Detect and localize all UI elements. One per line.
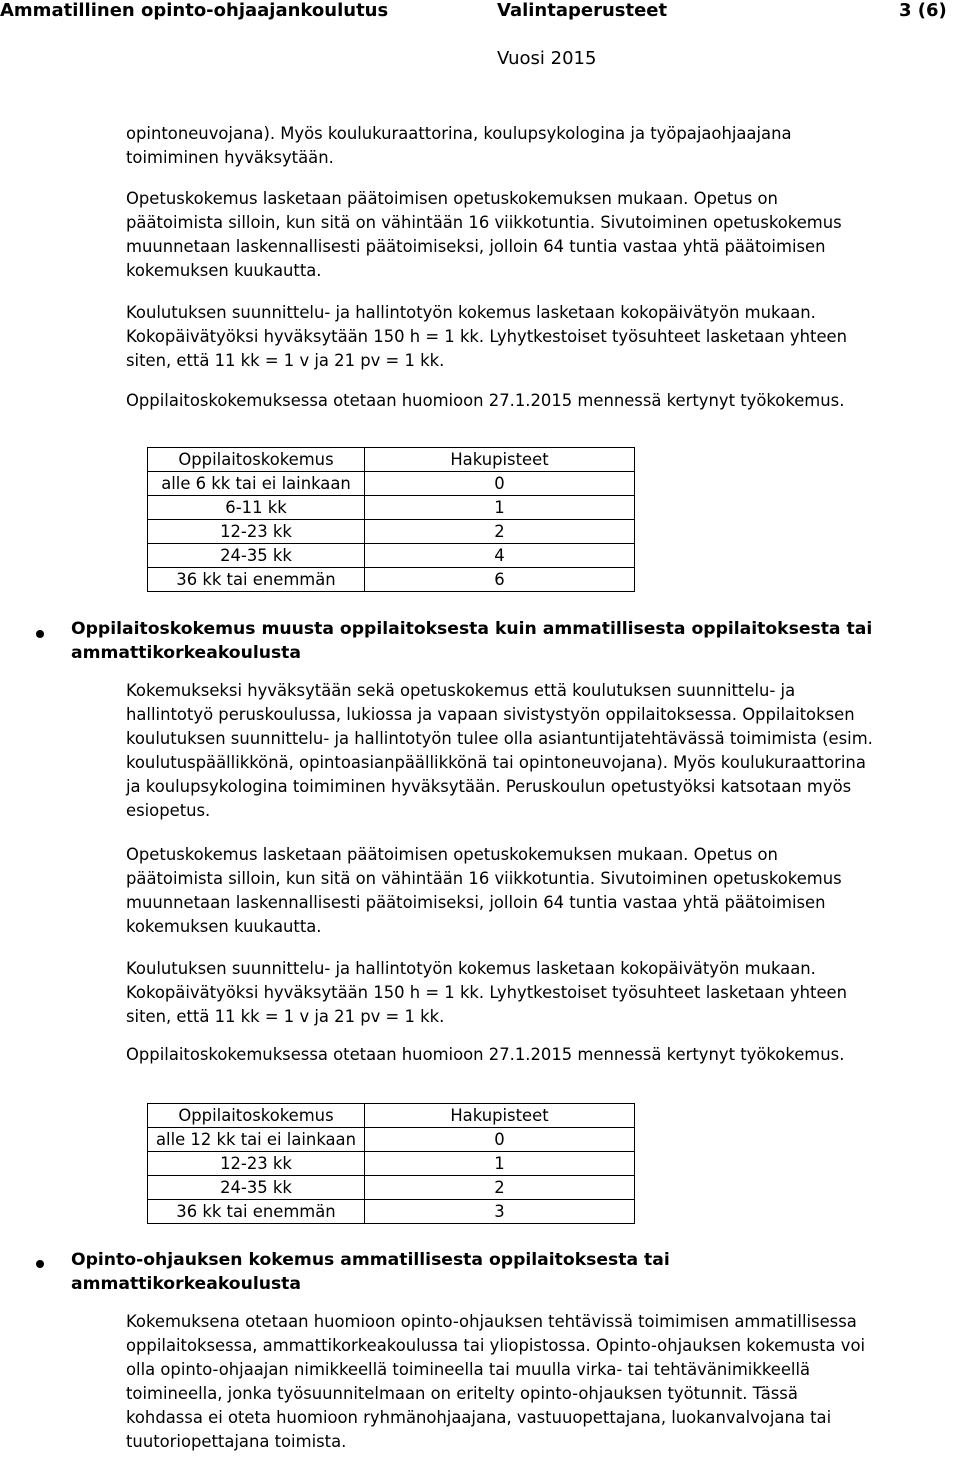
document-header-section: Valintaperusteet <box>497 0 668 21</box>
table-cell: 36 kk tai enemmän <box>148 568 365 592</box>
table-header-cell: Hakupisteet <box>365 448 635 472</box>
paragraph-guidance-experience: Kokemuksena otetaan huomioon opinto-ohjauksen tehtävissä toimimisen ammatillisessa oppilaitoksessa, ammattikorkeakoulussa tai yliopistossa. Opinto-ohjauksen kokemusta voi olla opinto-ohjaajan nimikkeellä toimineella tai muulla virka- tai tehtävänimikkeellä toimineella, jonka työsuunnitelmaan on eritelty opinto-ohjauksen työtunnit. Tässä kohdassa ei oteta huomioon ryhmänohjaajana, vastuuopettajana, luokanvalvojana tai tuutoriopettajana toimista. <box>126 1312 866 1451</box>
paragraph-continuation: opintoneuvojana). Myös koulukuraattorina, koulupsykologina ja työpajaohjaajana toimiminen hyväksytään. <box>126 124 792 167</box>
paragraph-admin-experience: Koulutuksen suunnittelu- ja hallintotyön kokemus lasketaan kokopäivätyön mukaan. Kokopäivätyöksi hyväksytään 150 h = 1 kk. Lyhytkestoiset työsuhteet lasketaan yhteen siten, että 11 kk = 1 v ja 21 pv = 1 kk. <box>126 303 848 370</box>
points-table-2 <box>147 1103 635 1224</box>
table-cell: 6-11 kk <box>148 496 365 520</box>
document-header-title: Ammatillinen opinto-ohjaajankoulutus <box>0 0 389 21</box>
table-row <box>148 496 635 520</box>
table-cell: 24-35 kk <box>148 1176 365 1200</box>
table-row <box>148 1200 635 1224</box>
table-row <box>148 520 635 544</box>
table-header-row <box>148 1104 635 1128</box>
table-cell: 2 <box>365 1176 635 1200</box>
points-table-1 <box>147 447 635 592</box>
bullet-icon <box>36 630 44 638</box>
table-cell: 24-35 kk <box>148 544 365 568</box>
table-header-cell: Hakupisteet <box>365 1104 635 1128</box>
paragraph-admin-experience: Koulutuksen suunnittelu- ja hallintotyön kokemus lasketaan kokopäivätyön mukaan. Kokopäivätyöksi hyväksytään 150 h = 1 kk. Lyhytkestoiset työsuhteet lasketaan yhteen siten, että 11 kk = 1 v ja 21 pv = 1 kk. <box>126 959 848 1026</box>
paragraph-teaching-experience: Opetuskokemus lasketaan päätoimisen opetuskokemuksen mukaan. Opetus on päätoimista silloin, kun sitä on vähintään 16 viikkotuntia. Sivutoiminen opetuskokemus muunnetaan laskennallisesti päätoimiseksi, jolloin 64 tuntia vastaa yhtä päätoimisen kokemuksen kuukautta. <box>126 845 842 936</box>
paragraph-teaching-experience: Opetuskokemus lasketaan päätoimisen opetuskokemuksen mukaan. Opetus on päätoimista silloin, kun sitä on vähintään 16 viikkotuntia. Sivutoiminen opetuskokemus muunnetaan laskennallisesti päätoimiseksi, jolloin 64 tuntia vastaa yhtä päätoimisen kokemuksen kuukautta. <box>126 189 842 280</box>
section-heading-other-institution: Oppilaitoskokemus muusta oppilaitoksesta kuin ammatillisesta oppilaitoksesta tai ammattikorkeakoulusta <box>71 619 873 663</box>
table-row <box>148 1176 635 1200</box>
table-row <box>148 544 635 568</box>
table-cell: 12-23 kk <box>148 520 365 544</box>
table-cell: 1 <box>365 496 635 520</box>
table-row <box>148 1152 635 1176</box>
page-number: 3 (6) <box>899 0 947 21</box>
table-cell: 36 kk tai enemmän <box>148 1200 365 1224</box>
table-cell: 0 <box>365 1128 635 1152</box>
table-row <box>148 472 635 496</box>
table-cell: 3 <box>365 1200 635 1224</box>
table-row <box>148 568 635 592</box>
section-heading-guidance-experience: Opinto-ohjauksen kokemus ammatillisesta oppilaitoksesta tai ammattikorkeakoulusta <box>71 1250 670 1294</box>
table-header-cell: Oppilaitoskokemus <box>148 1104 365 1128</box>
table-cell: 0 <box>365 472 635 496</box>
table-cell: 2 <box>365 520 635 544</box>
document-year: Vuosi 2015 <box>497 48 597 69</box>
table-cell: 6 <box>365 568 635 592</box>
paragraph-cutoff-date: Oppilaitoskokemuksessa otetaan huomioon 27.1.2015 mennessä kertynyt työkokemus. <box>126 391 845 410</box>
table-row <box>148 1128 635 1152</box>
table-cell: alle 12 kk tai ei lainkaan <box>148 1128 365 1152</box>
table-cell: 12-23 kk <box>148 1152 365 1176</box>
table-header-cell: Oppilaitoskokemus <box>148 448 365 472</box>
table-cell: 1 <box>365 1152 635 1176</box>
bullet-icon <box>36 1260 44 1268</box>
table-cell: 4 <box>365 544 635 568</box>
table-header-row <box>148 448 635 472</box>
paragraph-accepted-experience: Kokemukseksi hyväksytään sekä opetuskokemus että koulutuksen suunnittelu- ja hallintotyö peruskoulussa, lukiossa ja vapaan sivistystyön oppilaitoksessa. Oppilaitoksen koulutuksen suunnittelu- ja hallintotyön tulee olla asiantuntijatehtävässä toimimista (esim. koulutuspäällikkönä, opintoasianpäällikkönä tai opintoneuvojana). Myös koulukuraattorina ja koulupsykologina toimiminen hyväksytään. Peruskoulun opetustyöksi katsotaan myös esiopetus. <box>126 681 873 820</box>
table-cell: alle 6 kk tai ei lainkaan <box>148 472 365 496</box>
paragraph-cutoff-date: Oppilaitoskokemuksessa otetaan huomioon 27.1.2015 mennessä kertynyt työkokemus. <box>126 1045 845 1064</box>
